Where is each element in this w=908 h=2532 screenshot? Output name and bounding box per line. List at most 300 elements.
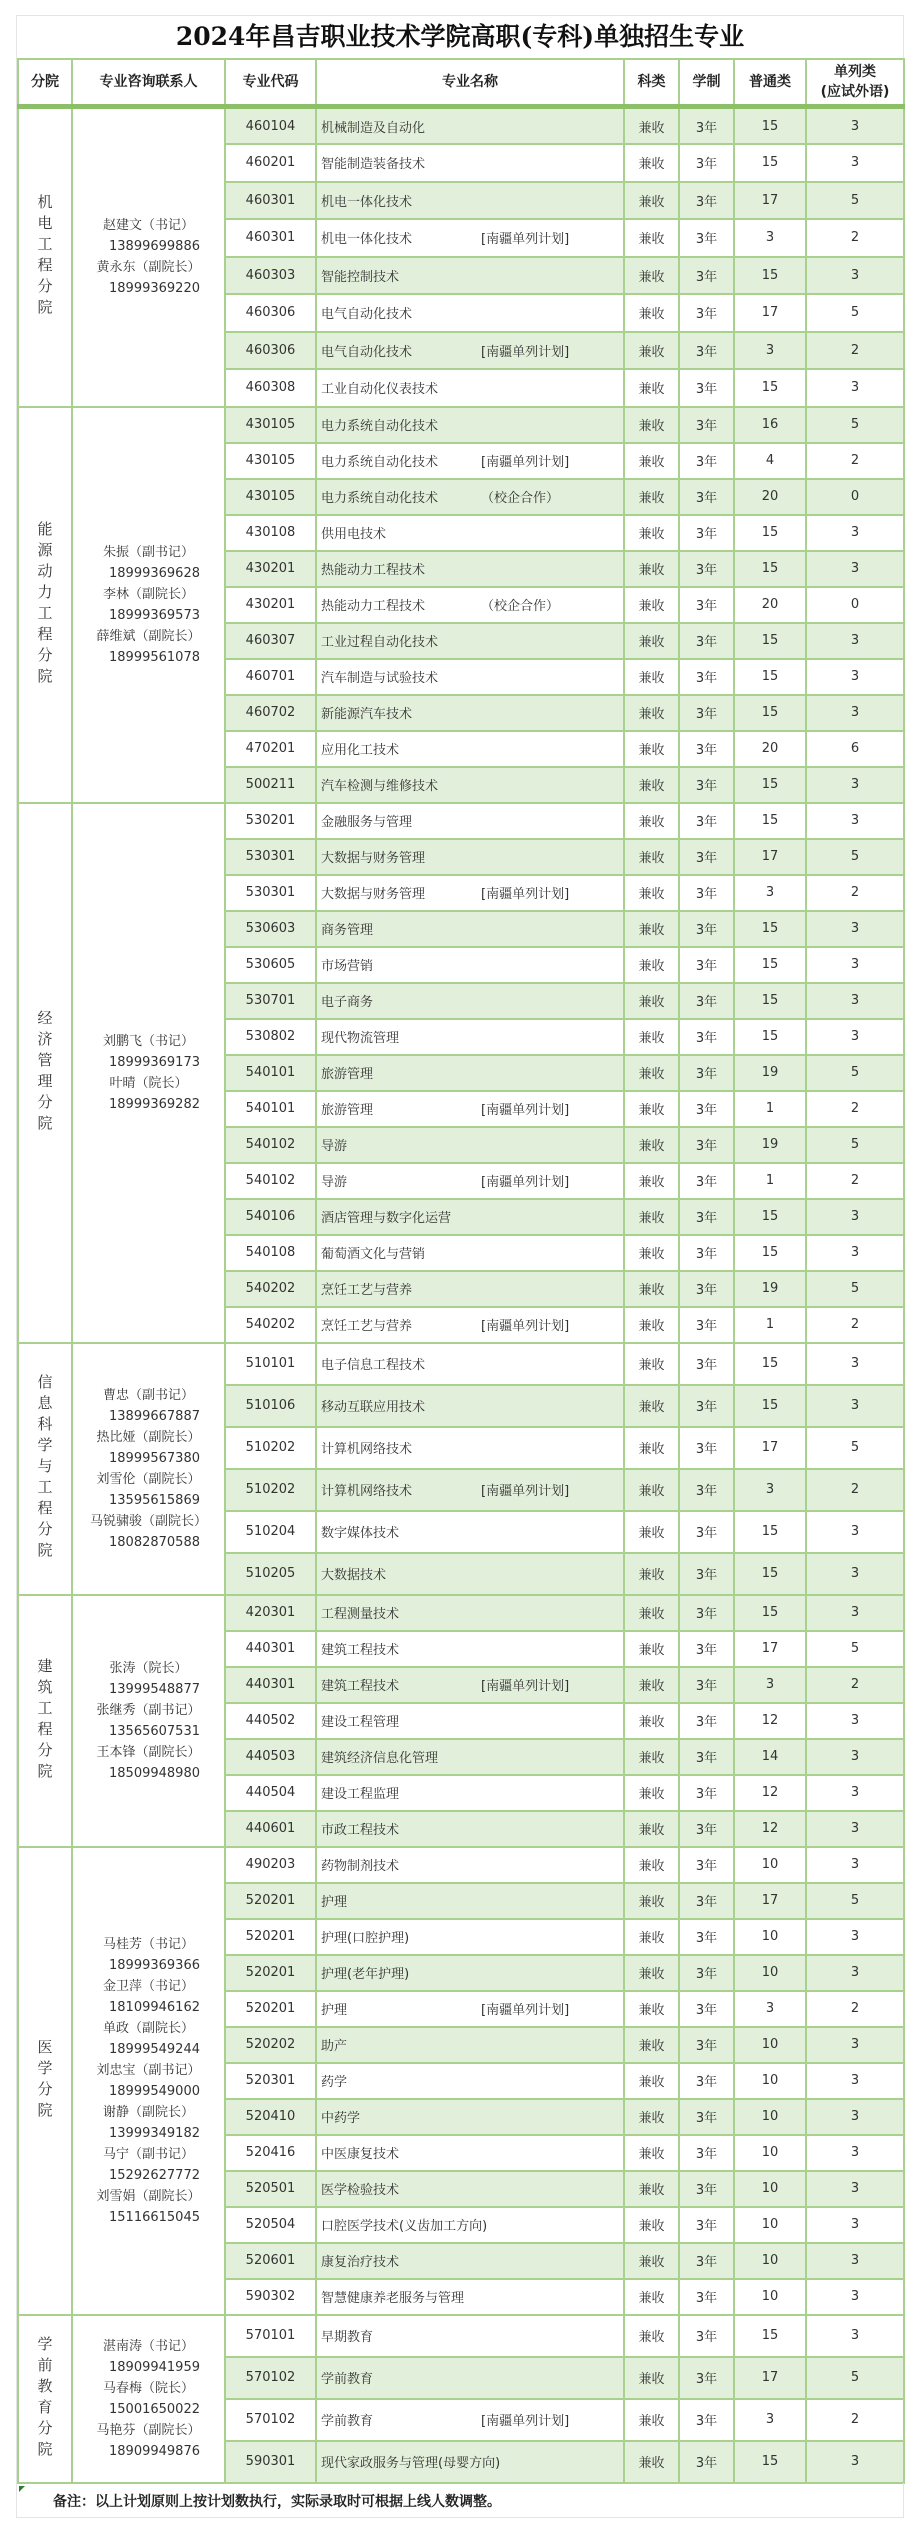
table-row	[18, 1847, 904, 1883]
duration: 3年	[679, 551, 734, 587]
major-code: 520416	[225, 2135, 316, 2171]
category: 兼收	[624, 2441, 679, 2483]
category: 兼收	[624, 1703, 679, 1739]
regular-quota: 15	[734, 257, 806, 295]
major-name: 智能制造装备技术	[321, 157, 426, 173]
major-code: 460307	[225, 623, 316, 659]
major-name-cell	[316, 1667, 624, 1703]
contact-name: 马锐骕骏（副院长）	[89, 1513, 207, 1529]
separate-quota: 2	[806, 1667, 904, 1703]
contact-phone: 18999567380	[109, 1450, 200, 1466]
regular-quota: 20	[734, 587, 806, 623]
contact-name: 刘忠宝（副书记）	[96, 2062, 201, 2078]
contact-name: 金卫萍（书记）	[102, 1978, 194, 1994]
duration: 3年	[679, 659, 734, 695]
dept-cell: 学前教育分院	[18, 2315, 72, 2483]
duration: 3年	[679, 294, 734, 332]
regular-quota: 20	[734, 731, 806, 767]
major-code: 540108	[225, 1235, 316, 1271]
header-separate	[806, 59, 904, 107]
duration: 3年	[679, 947, 734, 983]
major-name: 大数据与财务管理	[321, 851, 426, 866]
separate-quota: 3	[806, 2207, 904, 2243]
category: 兼收	[624, 332, 679, 370]
separate-quota: 3	[806, 1385, 904, 1427]
category: 兼收	[624, 1469, 679, 1511]
duration: 3年	[679, 107, 734, 145]
major-name-cell	[316, 1631, 624, 1667]
contact-name: 马春梅（院长）	[102, 2380, 194, 2396]
contact-phone: 15116615045	[109, 2209, 200, 2225]
contact-name: 薛维斌（副院长）	[96, 628, 201, 644]
major-name-cell	[316, 144, 624, 182]
major-code: 430201	[225, 551, 316, 587]
regular-quota: 15	[734, 947, 806, 983]
duration: 3年	[679, 803, 734, 839]
contact-phone: 13999349182	[109, 2125, 200, 2141]
major-name: 中药学	[321, 2111, 361, 2126]
header-separate-line1: 单列类	[834, 64, 876, 80]
major-name-cell	[316, 875, 624, 911]
major-name: 中医康复技术	[321, 2147, 400, 2162]
major-name-cell	[316, 767, 624, 803]
major-name: 葡萄酒文化与营销	[321, 1247, 426, 1262]
header-category: 科类	[624, 59, 679, 107]
major-code: 520301	[225, 2063, 316, 2099]
regular-quota: 19	[734, 1127, 806, 1163]
category: 兼收	[624, 1811, 679, 1847]
major-name-cell	[316, 1427, 624, 1469]
contact-name: 李林（副院长）	[102, 586, 194, 602]
table-row	[18, 407, 904, 443]
major-name: 电气自动化技术	[321, 344, 413, 360]
separate-quota: 2	[806, 332, 904, 370]
separate-quota: 2	[806, 443, 904, 479]
major-note: [南疆单列计划]	[481, 455, 570, 470]
separate-quota: 2	[806, 875, 904, 911]
contact-name: 张涛（院长）	[109, 1660, 188, 1676]
duration: 3年	[679, 695, 734, 731]
major-code: 460301	[225, 219, 316, 257]
major-name-cell	[316, 2399, 624, 2441]
duration: 3年	[679, 983, 734, 1019]
regular-quota: 15	[734, 144, 806, 182]
category: 兼收	[624, 443, 679, 479]
dept-cell: 医学分院	[18, 1847, 72, 2315]
regular-quota: 17	[734, 1427, 806, 1469]
major-code: 570102	[225, 2357, 316, 2399]
contact-phone: 18509948980	[109, 1765, 200, 1781]
category: 兼收	[624, 1271, 679, 1307]
major-name-cell	[316, 407, 624, 443]
contact-cell	[72, 1595, 225, 1847]
separate-quota: 3	[806, 803, 904, 839]
category: 兼收	[624, 1019, 679, 1055]
major-note: [南疆单列计划]	[481, 2414, 570, 2429]
major-name: 市政工程技术	[321, 1823, 400, 1838]
major-note: [南疆单列计划]	[481, 1103, 570, 1118]
major-code: 440504	[225, 1775, 316, 1811]
major-name-cell	[316, 294, 624, 332]
major-name-cell	[316, 257, 624, 295]
category: 兼收	[624, 219, 679, 257]
category: 兼收	[624, 2315, 679, 2357]
major-code: 510202	[225, 1469, 316, 1511]
major-code: 460306	[225, 294, 316, 332]
category: 兼收	[624, 1091, 679, 1127]
duration: 3年	[679, 479, 734, 515]
major-code: 430105	[225, 407, 316, 443]
major-name: 护理(口腔护理)	[321, 1931, 410, 1946]
major-code: 460306	[225, 332, 316, 370]
category: 兼收	[624, 1883, 679, 1919]
major-name: 金融服务与管理	[321, 815, 413, 830]
major-name: 大数据技术	[321, 1568, 387, 1583]
major-name-cell	[316, 219, 624, 257]
separate-quota: 2	[806, 1091, 904, 1127]
separate-quota: 3	[806, 2315, 904, 2357]
duration: 3年	[679, 1199, 734, 1235]
table-row	[18, 2315, 904, 2357]
contact-cell	[72, 2315, 225, 2483]
category: 兼收	[624, 182, 679, 220]
major-code: 500211	[225, 767, 316, 803]
regular-quota: 15	[734, 2441, 806, 2483]
contact-phone: 18999369628	[109, 565, 200, 581]
major-name: 计算机网络技术	[321, 1484, 413, 1499]
contact-phone: 18909949876	[109, 2443, 200, 2459]
major-name: 药学	[321, 2075, 348, 2090]
major-code: 460201	[225, 144, 316, 182]
major-name-cell	[316, 1127, 624, 1163]
separate-quota: 3	[806, 1955, 904, 1991]
major-code: 440301	[225, 1667, 316, 1703]
duration: 3年	[679, 1163, 734, 1199]
major-name: 计算机网络技术	[321, 1442, 413, 1457]
major-code: 520201	[225, 1991, 316, 2027]
major-name: 烹饪工艺与营养	[321, 1319, 413, 1334]
duration: 3年	[679, 1235, 734, 1271]
duration: 3年	[679, 2207, 734, 2243]
major-name: 机械制造及自动化	[321, 120, 426, 136]
major-name-cell	[316, 1307, 624, 1343]
duration: 3年	[679, 407, 734, 443]
separate-quota: 5	[806, 1883, 904, 1919]
major-name-cell	[316, 2135, 624, 2171]
header-dept: 分院	[18, 59, 72, 107]
category: 兼收	[624, 587, 679, 623]
major-code: 430201	[225, 587, 316, 623]
duration: 3年	[679, 2357, 734, 2399]
major-code: 530301	[225, 839, 316, 875]
cell-comment-marker-icon	[19, 2486, 25, 2492]
major-code: 540102	[225, 1127, 316, 1163]
major-name-cell	[316, 947, 624, 983]
contact-name: 刘雪娟（副院长）	[96, 2188, 201, 2204]
separate-quota: 3	[806, 767, 904, 803]
table-row	[18, 1595, 904, 1631]
category: 兼收	[624, 479, 679, 515]
major-code: 570102	[225, 2399, 316, 2441]
major-name: 建设工程监理	[321, 1787, 400, 1802]
contact-name: 马桂芳（书记）	[102, 1936, 194, 1952]
major-note: [南疆单列计划]	[481, 1319, 570, 1334]
category: 兼收	[624, 1127, 679, 1163]
category: 兼收	[624, 2207, 679, 2243]
category: 兼收	[624, 839, 679, 875]
contact-phone: 13565607531	[109, 1723, 200, 1739]
regular-quota: 17	[734, 839, 806, 875]
regular-quota: 15	[734, 623, 806, 659]
separate-quota: 0	[806, 479, 904, 515]
major-code: 520501	[225, 2171, 316, 2207]
major-code: 510202	[225, 1427, 316, 1469]
major-name: 旅游管理	[321, 1067, 374, 1082]
regular-quota: 16	[734, 407, 806, 443]
major-code: 520202	[225, 2027, 316, 2063]
major-code: 460303	[225, 257, 316, 295]
major-name-cell	[316, 1955, 624, 1991]
contact-cell	[72, 1847, 225, 2315]
category: 兼收	[624, 1667, 679, 1703]
category: 兼收	[624, 1343, 679, 1385]
contact-name: 朱振（副书记）	[102, 544, 194, 560]
separate-quota: 3	[806, 659, 904, 695]
major-note: [南疆单列计划]	[481, 1175, 570, 1190]
major-code: 540202	[225, 1307, 316, 1343]
major-name-cell	[316, 1847, 624, 1883]
separate-quota: 3	[806, 1595, 904, 1631]
separate-quota: 3	[806, 369, 904, 407]
category: 兼收	[624, 515, 679, 551]
major-code: 530603	[225, 911, 316, 947]
dept-cell: 建筑工程分院	[18, 1595, 72, 1847]
enrollment-sheet	[16, 15, 904, 2484]
header-name: 专业名称	[316, 59, 624, 107]
major-code: 440301	[225, 1631, 316, 1667]
major-name-cell	[316, 2357, 624, 2399]
major-name: 现代家政服务与管理(母婴方向)	[321, 2456, 501, 2471]
duration: 3年	[679, 1553, 734, 1595]
duration: 3年	[679, 369, 734, 407]
separate-quota: 3	[806, 1199, 904, 1235]
major-code: 510101	[225, 1343, 316, 1385]
major-name-cell	[316, 1385, 624, 1427]
duration: 3年	[679, 2171, 734, 2207]
separate-quota: 3	[806, 1553, 904, 1595]
major-name: 医学检验技术	[321, 2183, 400, 2198]
duration: 3年	[679, 623, 734, 659]
duration: 3年	[679, 1703, 734, 1739]
separate-quota: 3	[806, 1739, 904, 1775]
category: 兼收	[624, 2243, 679, 2279]
major-code: 520201	[225, 1919, 316, 1955]
duration: 3年	[679, 1271, 734, 1307]
regular-quota: 10	[734, 2279, 806, 2315]
regular-quota: 17	[734, 182, 806, 220]
separate-quota: 3	[806, 2279, 904, 2315]
category: 兼收	[624, 2171, 679, 2207]
major-code: 440503	[225, 1739, 316, 1775]
regular-quota: 1	[734, 1307, 806, 1343]
major-note: [南疆单列计划]	[481, 1679, 570, 1694]
contact-phone: 18999549000	[109, 2083, 200, 2099]
major-name-cell	[316, 1055, 624, 1091]
contact-cell	[72, 1343, 225, 1595]
category: 兼收	[624, 1055, 679, 1091]
major-name: 护理(老年护理)	[321, 1967, 410, 1982]
major-name: 康复治疗技术	[321, 2255, 400, 2270]
regular-quota: 17	[734, 1883, 806, 1919]
major-code: 540102	[225, 1163, 316, 1199]
major-note: （校企合作）	[481, 599, 560, 614]
category: 兼收	[624, 1919, 679, 1955]
major-name-cell	[316, 182, 624, 220]
contact-cell	[72, 407, 225, 803]
regular-quota: 15	[734, 2315, 806, 2357]
contact-name: 刘雪伦（副院长）	[96, 1471, 201, 1487]
major-name-cell	[316, 1019, 624, 1055]
major-name-cell	[316, 911, 624, 947]
major-name-cell	[316, 695, 624, 731]
major-name: 机电一体化技术	[321, 194, 413, 210]
major-code: 590302	[225, 2279, 316, 2315]
contact-phone: 18999369173	[109, 1054, 200, 1070]
major-name: 工业自动化仪表技术	[321, 382, 439, 398]
duration: 3年	[679, 911, 734, 947]
regular-quota: 12	[734, 1811, 806, 1847]
duration: 3年	[679, 1595, 734, 1631]
regular-quota: 10	[734, 2099, 806, 2135]
regular-quota: 17	[734, 2357, 806, 2399]
category: 兼收	[624, 107, 679, 145]
separate-quota: 3	[806, 1511, 904, 1553]
major-name: 大数据与财务管理	[321, 887, 426, 902]
separate-quota: 3	[806, 1019, 904, 1055]
duration: 3年	[679, 1811, 734, 1847]
major-name-cell	[316, 2027, 624, 2063]
major-name: 汽车制造与试验技术	[321, 671, 439, 686]
major-name-cell	[316, 1595, 624, 1631]
separate-quota: 5	[806, 1127, 904, 1163]
header-row	[18, 59, 904, 107]
duration: 3年	[679, 1775, 734, 1811]
contact-name: 马艳芬（副院长）	[96, 2422, 201, 2438]
regular-quota: 3	[734, 219, 806, 257]
regular-quota: 10	[734, 2063, 806, 2099]
category: 兼收	[624, 1199, 679, 1235]
contact-phone: 18909941959	[109, 2359, 200, 2375]
header-contact: 专业咨询联系人	[72, 59, 225, 107]
major-name: 助产	[321, 2039, 348, 2054]
separate-quota: 2	[806, 1469, 904, 1511]
category: 兼收	[624, 983, 679, 1019]
major-name-cell	[316, 2207, 624, 2243]
major-name-cell	[316, 479, 624, 515]
separate-quota: 3	[806, 144, 904, 182]
major-name-cell	[316, 515, 624, 551]
major-name: 酒店管理与数字化运营	[321, 1211, 452, 1226]
separate-quota: 3	[806, 2441, 904, 2483]
separate-quota: 5	[806, 294, 904, 332]
major-name-cell	[316, 1469, 624, 1511]
major-name: 电子信息工程技术	[321, 1358, 426, 1373]
category: 兼收	[624, 875, 679, 911]
regular-quota: 17	[734, 294, 806, 332]
major-name-cell	[316, 2279, 624, 2315]
contact-phone: 13595615869	[109, 1492, 200, 1508]
regular-quota: 15	[734, 107, 806, 145]
major-code: 590301	[225, 2441, 316, 2483]
major-code: 530201	[225, 803, 316, 839]
major-code: 510204	[225, 1511, 316, 1553]
major-note: [南疆单列计划]	[481, 2003, 570, 2018]
duration: 3年	[679, 1667, 734, 1703]
major-name-cell	[316, 2099, 624, 2135]
major-code: 570101	[225, 2315, 316, 2357]
contact-phone: 18999369573	[109, 607, 200, 623]
regular-quota: 10	[734, 1955, 806, 1991]
separate-quota: 5	[806, 407, 904, 443]
duration: 3年	[679, 1385, 734, 1427]
regular-quota: 17	[734, 1631, 806, 1667]
major-code: 440601	[225, 1811, 316, 1847]
contact-name: 王本锋（副院长）	[96, 1744, 201, 1760]
major-name: 早期教育	[321, 2330, 374, 2345]
major-name-cell	[316, 1235, 624, 1271]
duration: 3年	[679, 839, 734, 875]
major-code: 520504	[225, 2207, 316, 2243]
major-name: 护理	[321, 1895, 348, 1910]
duration: 3年	[679, 257, 734, 295]
major-name: 机电一体化技术	[321, 232, 413, 248]
major-note: [南疆单列计划]	[481, 344, 570, 360]
regular-quota: 15	[734, 695, 806, 731]
regular-quota: 10	[734, 2243, 806, 2279]
table-body	[18, 107, 904, 2483]
category: 兼收	[624, 1991, 679, 2027]
duration: 3年	[679, 515, 734, 551]
category: 兼收	[624, 1595, 679, 1631]
regular-quota: 12	[734, 1775, 806, 1811]
duration: 3年	[679, 2399, 734, 2441]
major-name-cell	[316, 587, 624, 623]
major-name: 汽车检测与维修技术	[321, 779, 439, 794]
separate-quota: 3	[806, 551, 904, 587]
page-title: 2024年昌吉职业技术学院高职(专科)单独招生专业	[175, 22, 745, 51]
major-name: 建筑经济信息化管理	[321, 1751, 439, 1766]
duration: 3年	[679, 2243, 734, 2279]
regular-quota: 19	[734, 1055, 806, 1091]
major-code: 530301	[225, 875, 316, 911]
category: 兼收	[624, 2099, 679, 2135]
regular-quota: 15	[734, 1019, 806, 1055]
major-name-cell	[316, 2171, 624, 2207]
major-name: 学前教育	[321, 2372, 374, 2387]
separate-quota: 5	[806, 1631, 904, 1667]
major-name-cell	[316, 983, 624, 1019]
contact-phone: 18999561078	[109, 649, 200, 665]
category: 兼收	[624, 2135, 679, 2171]
footer	[16, 2483, 904, 2518]
major-name: 学前教育	[321, 2414, 374, 2429]
category: 兼收	[624, 2027, 679, 2063]
major-code: 530605	[225, 947, 316, 983]
regular-quota: 10	[734, 1847, 806, 1883]
contact-name: 黄永东（副院长）	[96, 260, 201, 276]
major-name: 工程测量技术	[321, 1607, 400, 1622]
major-name: 移动互联应用技术	[321, 1400, 426, 1415]
